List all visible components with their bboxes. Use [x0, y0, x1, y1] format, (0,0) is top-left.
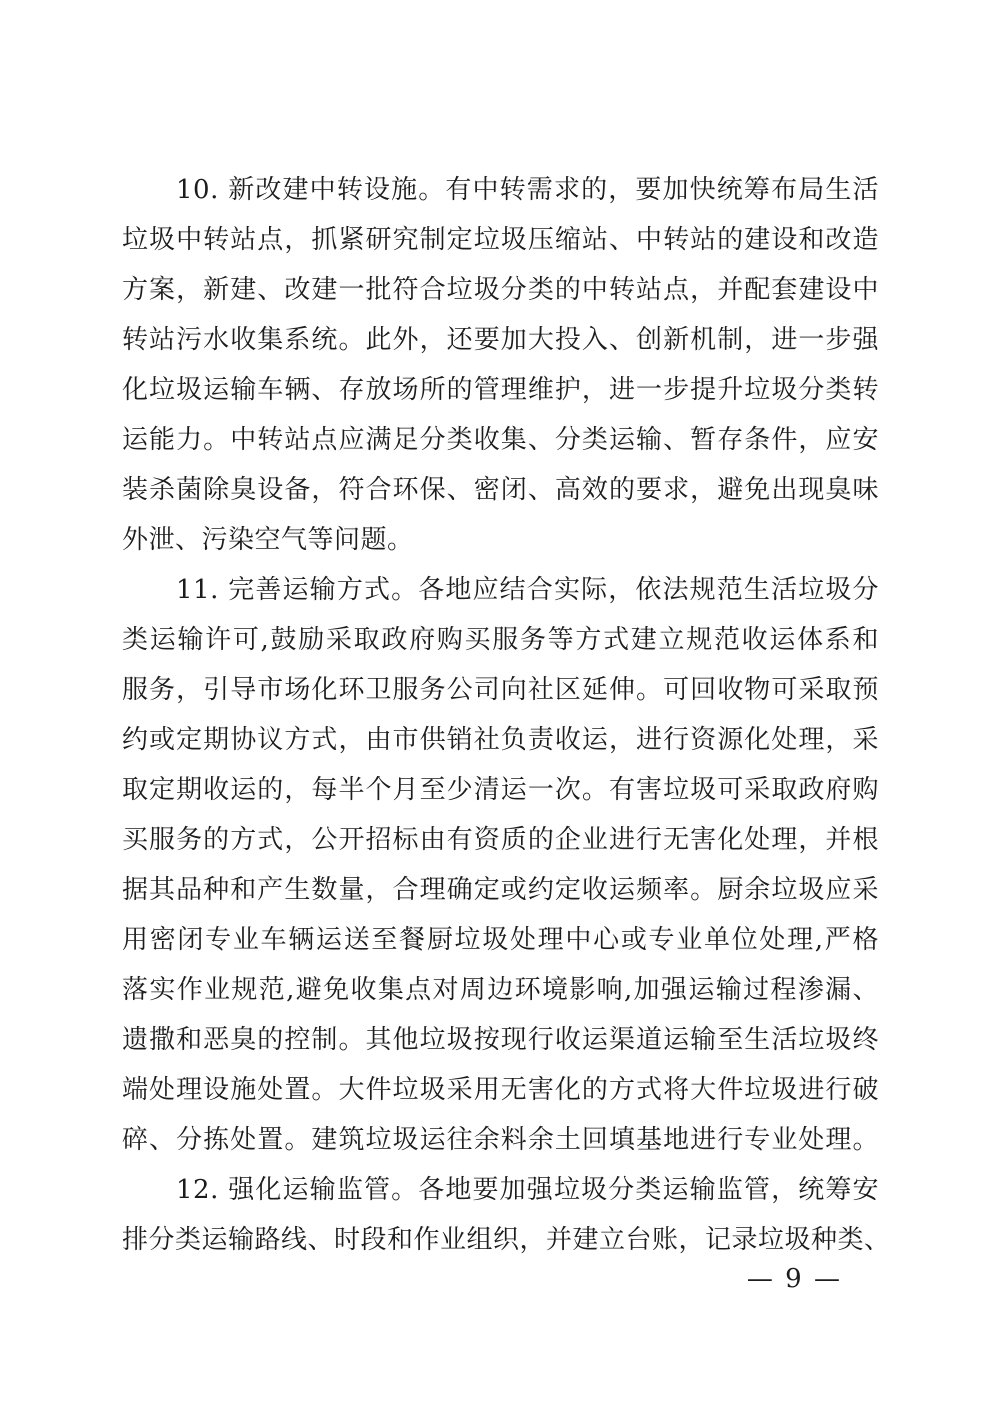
text-line: 10. 新改建中转设施。有中转需求的，要加快统筹布局生活 — [176, 175, 879, 205]
text-line: 12. 强化运输监管。各地要加强垃圾分类运输监管，统筹安 — [176, 1175, 879, 1205]
paragraph-10 — [122, 165, 879, 565]
paragraph-11 — [122, 565, 879, 1165]
page-number: — 9 — — [746, 1264, 842, 1294]
text-line: 11. 完善运输方式。各地应结合实际，依法规范生活垃圾分 — [176, 575, 879, 605]
text-line: 落实作业规范,避免收集点对周边环境影响,加强运输过程渗漏、 — [122, 975, 879, 1005]
text-line: 碎、分拣处置。建筑垃圾运往余料余土回填基地进行专业处理。 — [122, 1125, 879, 1155]
text-line: 转站污水收集系统。此外，还要加大投入、创新机制，进一步强 — [122, 325, 879, 355]
text-line: 端处理设施处置。大件垃圾采用无害化的方式将大件垃圾进行破 — [122, 1075, 879, 1105]
text-line: 约或定期协议方式，由市供销社负责收运，进行资源化处理，采 — [122, 725, 879, 755]
text-line: 装杀菌除臭设备，符合环保、密闭、高效的要求，避免出现臭味 — [122, 475, 879, 505]
text-line: 取定期收运的，每半个月至少清运一次。有害垃圾可采取政府购 — [122, 775, 879, 805]
text-line: 用密闭专业车辆运送至餐厨垃圾处理中心或专业单位处理,严格 — [122, 925, 879, 955]
text-line: 方案，新建、改建一批符合垃圾分类的中转站点，并配套建设中 — [122, 275, 879, 305]
text-line: 据其品种和产生数量，合理确定或约定收运频率。厨余垃圾应采 — [122, 875, 879, 905]
text-line: 服务，引导市场化环卫服务公司向社区延伸。可回收物可采取预 — [122, 675, 879, 705]
document-body — [122, 165, 891, 1265]
text-line: 外泄、污染空气等问题。 — [122, 525, 414, 555]
text-line: 化垃圾运输车辆、存放场所的管理维护，进一步提升垃圾分类转 — [122, 375, 879, 405]
text-line: 运能力。中转站点应满足分类收集、分类运输、暂存条件，应安 — [122, 425, 879, 455]
text-line: 排分类运输路线、时段和作业组织，并建立台账，记录垃圾种类、 — [122, 1225, 891, 1255]
text-line: 垃圾中转站点，抓紧研究制定垃圾压缩站、中转站的建设和改造 — [122, 225, 879, 255]
paragraph-12 — [122, 1165, 891, 1265]
text-line: 遗撒和恶臭的控制。其他垃圾按现行收运渠道运输至生活垃圾终 — [122, 1025, 879, 1055]
text-line: 类运输许可,鼓励采取政府购买服务等方式建立规范收运体系和 — [122, 625, 879, 655]
text-line: 买服务的方式，公开招标由有资质的企业进行无害化处理，并根 — [122, 825, 879, 855]
